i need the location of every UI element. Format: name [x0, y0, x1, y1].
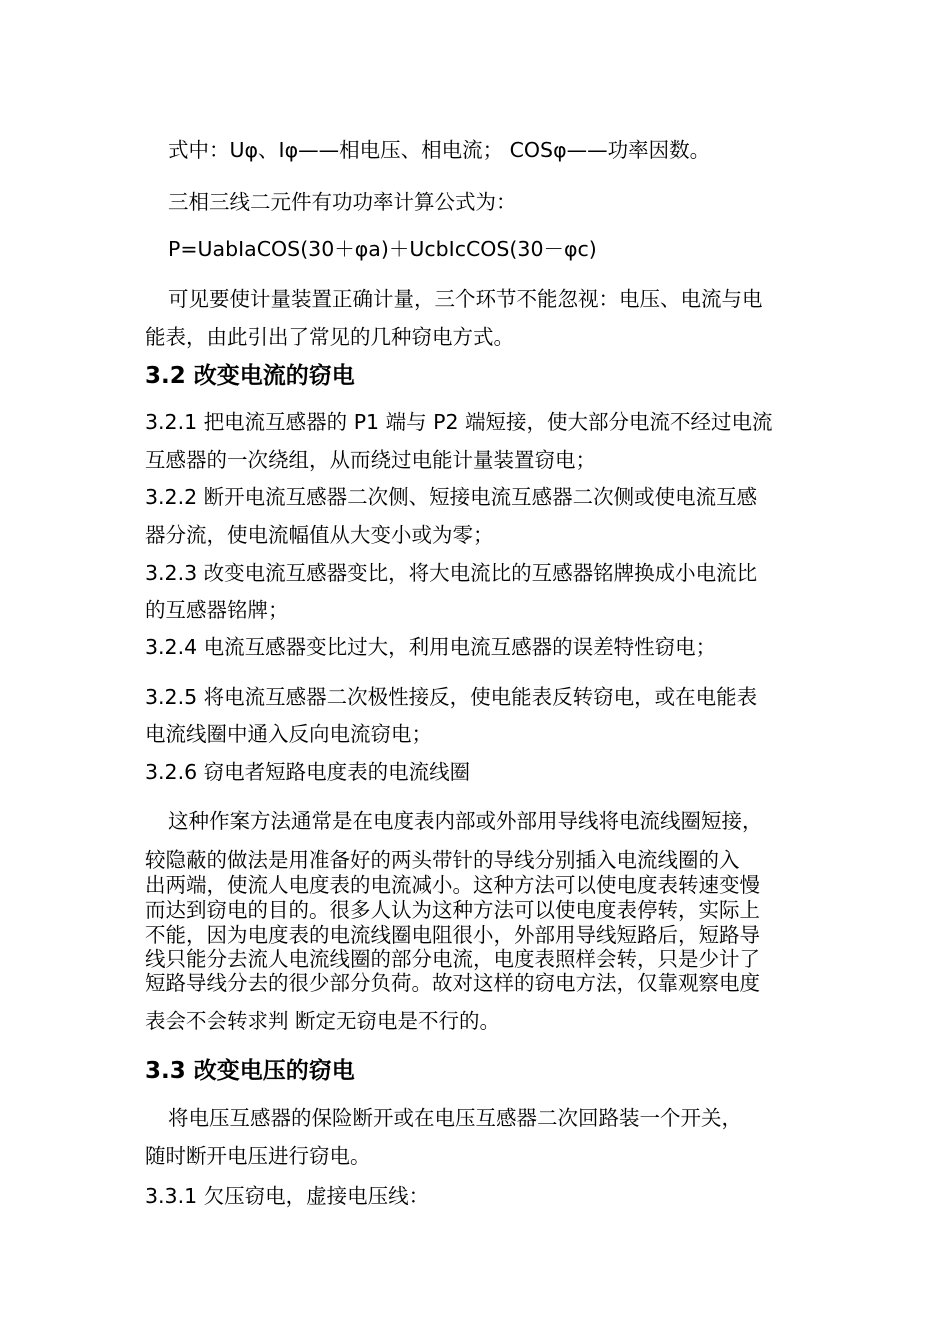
- section-heading-3-2: 3.2 改变电流的窃电: [145, 363, 355, 389]
- formula-note: 式中：Uφ、Iφ——相电压、相电流； COSφ——功率因数。: [168, 138, 711, 162]
- paragraph-line: 表会不会转求判 断定无窃电是不行的。: [145, 1009, 501, 1033]
- formula-intro: 三相三线二元件有功功率计算公式为：: [168, 190, 517, 214]
- paragraph-line: 可见要使计量装置正确计量，三个环节不能忽视：电压、电流与电: [168, 287, 763, 311]
- section-heading-3-3: 3.3 改变电压的窃电: [145, 1058, 355, 1084]
- paragraph-line: 而达到窃电的目的。很多人认为这种方法可以使电度表停转，实际上: [145, 898, 760, 922]
- paragraph-line: 随时断开电压进行窃电。: [145, 1144, 371, 1168]
- list-item-3-2-5: 3.2.5 将电流互感器二次极性接反，使电能表反转窃电，或在电能表: [145, 685, 758, 709]
- paragraph-line: 不能，因为电度表的电流线圈电阻很小，外部用导线短路后，短路导: [145, 923, 760, 947]
- list-item-3-2-3-cont: 的互感器铭牌；: [145, 598, 289, 622]
- list-item-3-2-4: 3.2.4 电流互感器变比过大，利用电流互感器的误差特性窃电；: [145, 635, 717, 659]
- list-item-3-2-3: 3.2.3 改变电流互感器变比，将大电流比的互感器铭牌换成小电流比: [145, 561, 758, 585]
- list-item-3-2-1: 3.2.1 把电流互感器的 P1 端与 P2 端短接，使大部分电流不经过电流: [145, 410, 773, 434]
- list-item-3-2-5-cont: 电流线圈中通入反向电流窃电；: [145, 722, 432, 746]
- list-item-3-2-6: 3.2.6 窃电者短路电度表的电流线圈: [145, 760, 471, 784]
- paragraph-line: 这种作案方法通常是在电度表内部或外部用导线将电流线圈短接，: [168, 809, 763, 833]
- paragraph-line: 出两端，使流人电度表的电流减小。这种方法可以使电度表转速变慢: [145, 873, 760, 897]
- paragraph-line: 线只能分去流人电流线圈的部分电流，电度表照样会转，只是少计了: [145, 947, 760, 971]
- list-item-3-2-1-cont: 互感器的一次绕组，从而绕过电能计量装置窃电；: [145, 448, 596, 472]
- paragraph-line: 较隐蔽的做法是用准备好的两头带针的导线分别插入电流线圈的入: [145, 848, 740, 872]
- list-item-3-2-2-cont: 器分流，使电流幅值从大变小或为零；: [145, 523, 494, 547]
- list-item-3-3-1: 3.3.1 欠压窃电，虚接电压线：: [145, 1184, 430, 1208]
- paragraph-line: 能表，由此引出了常见的几种窃电方式。: [145, 325, 514, 349]
- paragraph-line: 将电压互感器的保险断开或在电压互感器二次回路装一个开关，: [168, 1106, 742, 1130]
- power-formula: P=UabIaCOS(30＋φa)＋UcbIcCOS(30－φc): [168, 237, 597, 261]
- list-item-3-2-2: 3.2.2 断开电流互感器二次侧、短接电流互感器二次侧或使电流互感: [145, 485, 758, 509]
- paragraph-line: 短路导线分去的很少部分负荷。故对这样的窃电方法，仅靠观察电度: [145, 971, 760, 995]
